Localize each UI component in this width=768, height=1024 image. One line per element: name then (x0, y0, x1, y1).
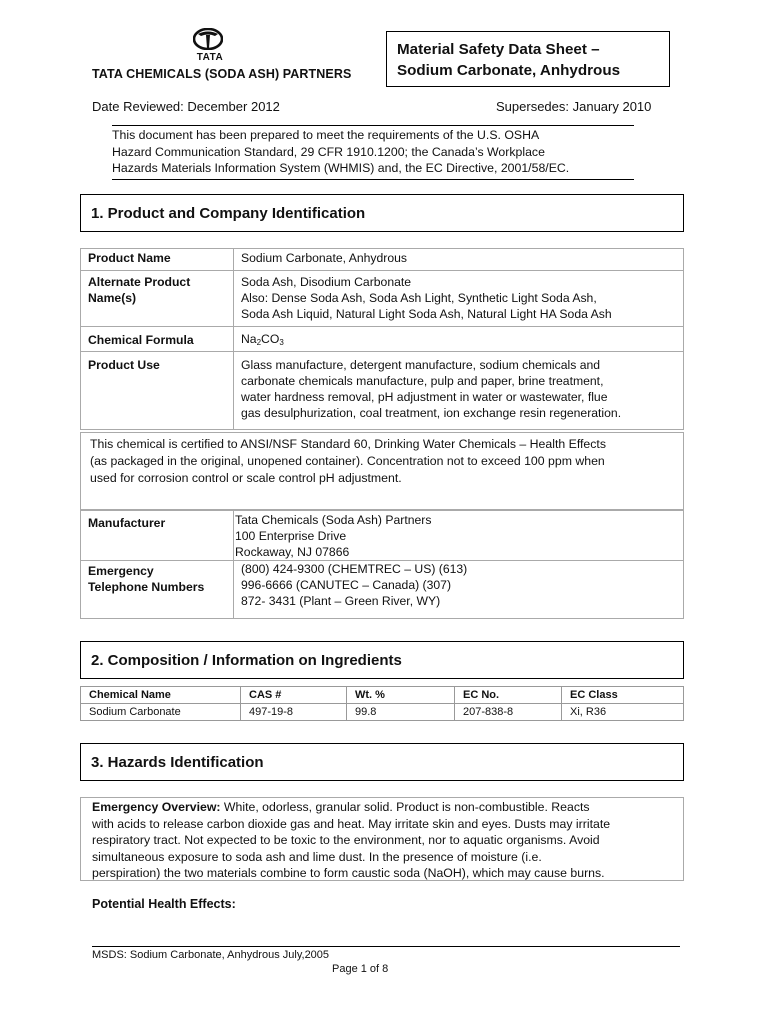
table-cell: Sodium Carbonate (81, 704, 241, 721)
footer-divider (92, 946, 680, 947)
date-reviewed: Date Reviewed: December 2012 (92, 99, 280, 114)
table-row (81, 511, 684, 561)
phone-line: 872- 3431 (Plant – Green River, WY) (241, 594, 441, 608)
supersedes-date: Supersedes: January 2010 (496, 99, 652, 114)
overview-text: White, odorless, granular solid. Product is non-combustible. Reacts (220, 800, 590, 814)
column-header: CAS # (241, 687, 347, 704)
phone-line: 996-6666 (CANUTEC – Canada) (307) (241, 578, 451, 592)
overview-line: perspiration) the two materials combine to form caustic soda (NaOH), which may cause burns. (92, 866, 605, 880)
title-line-1: Material Safety Data Sheet – (397, 41, 600, 58)
label-line: Name(s) (88, 291, 137, 305)
table-row (81, 561, 684, 619)
certification-line: (as packaged in the original, unopened container). Concentration not to exceed 100 ppm when (90, 454, 605, 468)
notice-line: Hazard Communication Standard, 29 CFR 1910.1200; the Canada’s Workplace (112, 144, 545, 159)
table-cell: 207-838-8 (455, 704, 562, 721)
label-line: Alternate Product (88, 275, 191, 289)
address-line: Rockaway, NJ 07866 (235, 545, 350, 559)
chemical-formula-value (234, 327, 684, 352)
certification-line: This chemical is certified to ANSI/NSF Standard 60, Drinking Water Chemicals – Health Effects (90, 437, 606, 451)
table-row (81, 704, 684, 721)
footer-doc-line: MSDS: Sodium Carbonate, Anhydrous July,2005 (92, 949, 330, 961)
certification-line: used for corrosion control or scale control pH adjustment. (90, 471, 402, 485)
page-number: Page 1 of 8 (332, 963, 389, 975)
table-row (81, 352, 684, 430)
company-brand: TATA (92, 67, 123, 81)
table-row (81, 271, 684, 327)
phone-line: (800) 424-9300 (CHEMTREC – US) (613) (241, 562, 468, 576)
formula-subscript: 2 (256, 338, 262, 347)
overview-line: simultaneous exposure to soda ash and lime dust. In the presence of moisture (i.e. (92, 849, 542, 864)
overview-line: respiratory tract. Not expected to be toxic to the environment, nor to aquatic organisms. Avoid (92, 833, 600, 847)
section-1-heading: 1. Product and Company Identification (80, 194, 684, 232)
certification-note (80, 432, 684, 510)
company-rest: CHEMICALS (SODA ASH) PARTNERS (126, 67, 352, 81)
formula-subscript: 3 (279, 338, 284, 347)
formula-part: Na (241, 332, 257, 346)
manufacturer-value (234, 511, 684, 561)
emergency-phone-label (81, 561, 234, 619)
overview-label: Emergency Overview: (92, 800, 221, 814)
column-header: Chemical Name (81, 687, 241, 704)
label-line: Telephone Numbers (88, 580, 205, 594)
table-cell: 497-19-8 (241, 704, 347, 721)
logo-wordmark: TATA (196, 52, 224, 63)
compliance-notice (112, 125, 634, 180)
notice-line: This document has been prepared to meet the requirements of the U.S. OSHA (112, 128, 540, 142)
emergency-overview (80, 797, 684, 881)
alt-name-line: Soda Ash, Disodium Carbonate (241, 275, 412, 289)
address-line: 100 Enterprise Drive (235, 529, 347, 543)
use-line: water hardness removal, pH adjustment in water or wastewater, flue (241, 390, 608, 404)
company-name (92, 67, 351, 81)
formula-part: CO (261, 332, 280, 346)
product-use-label: Product Use (81, 352, 234, 430)
alternate-names-label (81, 271, 234, 327)
product-identification-table (80, 248, 684, 430)
overview-line: with acids to release carbon dioxide gas and heat. May irritate skin and eyes. Dusts may irritate (92, 816, 611, 831)
table-row (81, 249, 684, 271)
title-line-2: Sodium Carbonate, Anhydrous (397, 62, 621, 79)
emergency-phone-value (234, 561, 684, 619)
product-use-value (234, 352, 684, 430)
tata-logo-icon (193, 28, 223, 50)
table-row (81, 327, 684, 352)
alt-name-line: Also: Dense Soda Ash, Soda Ash Light, Synthetic Light Soda Ash, (241, 291, 597, 305)
address-line: Tata Chemicals (Soda Ash) Partners (235, 513, 432, 527)
manufacturer-table (80, 510, 684, 619)
table-header-row (81, 687, 684, 704)
use-line: Glass manufacture, detergent manufacture, sodium chemicals and (241, 358, 601, 372)
manufacturer-label: Manufacturer (81, 511, 234, 561)
notice-line: Hazards Materials Information System (WHMIS) and, the EC Directive, 2001/58/EC. (112, 161, 570, 175)
product-name-value: Sodium Carbonate, Anhydrous (234, 249, 684, 271)
use-line: carbonate chemicals manufacture, pulp and paper, brine treatment, (241, 374, 604, 388)
column-header: Wt. % (347, 687, 455, 704)
label-line: Emergency (88, 564, 154, 578)
section-2-heading: 2. Composition / Information on Ingredients (80, 641, 684, 679)
document-title (386, 31, 670, 87)
overview-line (92, 799, 683, 816)
table-cell: Xi, R36 (562, 704, 684, 721)
column-header: EC Class (562, 687, 684, 704)
composition-table (80, 686, 684, 721)
alternate-names-value (234, 271, 684, 327)
use-line: gas desulphurization, coal treatment, ion exchange resin regeneration. (241, 406, 622, 420)
potential-health-effects-heading: Potential Health Effects: (92, 897, 236, 911)
table-cell: 99.8 (347, 704, 455, 721)
column-header: EC No. (455, 687, 562, 704)
chemical-formula-label: Chemical Formula (81, 327, 234, 352)
alt-name-line: Soda Ash Liquid, Natural Light Soda Ash, Natural Light HA Soda Ash (241, 307, 612, 321)
section-3-heading: 3. Hazards Identification (80, 743, 684, 781)
product-name-label: Product Name (81, 249, 234, 271)
